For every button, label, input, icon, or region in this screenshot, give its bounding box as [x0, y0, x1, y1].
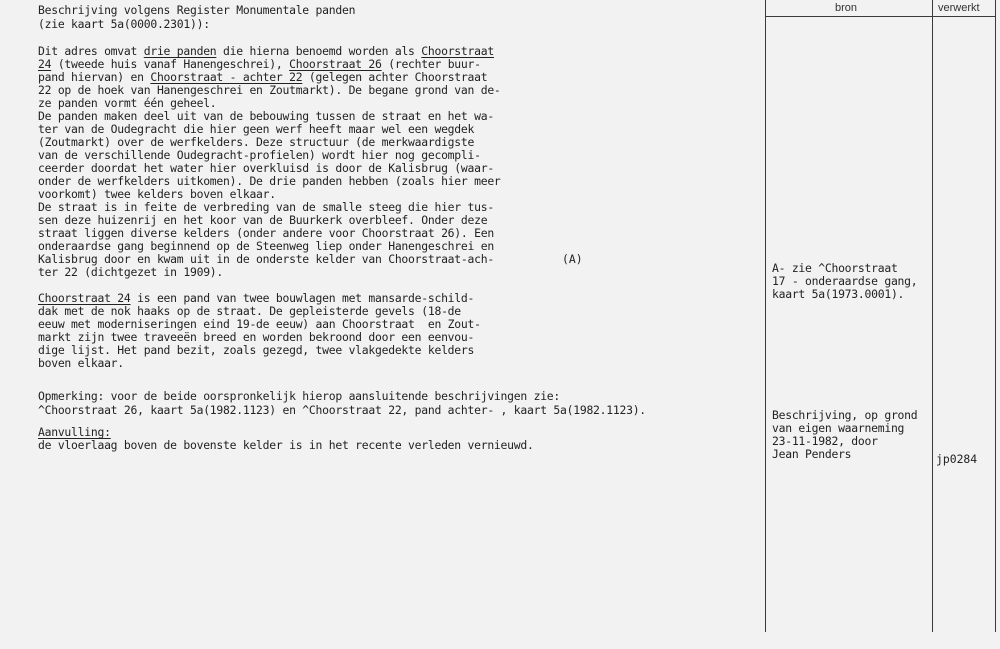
paragraph2-line: van de verschillende Oudegracht-profielen) wordt hier nog gecompli- [38, 148, 481, 162]
paragraph1-line1: Dit adres omvat drie panden die hierna benoemd worden als Choorstraat [38, 44, 494, 58]
paragraph3-line: ter 22 (dichtgezet in 1909). [38, 265, 224, 279]
paragraph2-line: ceerder doordat het water hier overkluisd is door de Kalisbrug (waar- [38, 161, 494, 175]
paragraph3-line: De straat is in feite de verbreding van de smalle steeg die hier tus- [38, 200, 494, 214]
paragraph3-line: Kalisbrug door en kwam uit in de onderste kelder van Choorstraat-ach- [38, 252, 494, 266]
paragraph1-line4: 22 op de hoek van Hanengeschrei en Zoutmarkt). De begane grond van de- [38, 83, 501, 97]
paragraph4-line: dige lijst. Het pand bezit, zoals gezegd, twee vlakgedekte kelders [38, 343, 475, 357]
paragraph2-line: onder de werfkelders uitkomen). De drie panden hebben (zoals hier meer [38, 174, 501, 188]
bron-note-beschrijving-line: 23-11-1982, door [772, 434, 878, 448]
aanvulling-heading: Aanvulling: [38, 425, 111, 439]
bron-note-a-line: kaart 5a(1973.0001). [772, 287, 905, 301]
opmerking-line1: Opmerking: voor de beide oorspronkelijk hierop aansluitende beschrijvingen zie: [38, 389, 561, 403]
paragraph4-line: markt zijn twee traveeën breed en worden bekroond door een eenvou- [38, 330, 475, 344]
bron-note-beschrijving-line: Beschrijving, op grond [772, 408, 918, 422]
document-title: Beschrijving volgens Register Monumentale panden [38, 3, 356, 17]
bron-note-beschrijving-line: Jean Penders [772, 447, 852, 461]
verwerkt-column-left-border [932, 0, 933, 632]
paragraph1-line5: ze panden vormt één geheel. [38, 96, 217, 110]
opmerking-line2: ^Choorstraat 26, kaart 5a(1982.1123) en ^Choorstraat 22, pand achter- , kaart 5a(1982.1123). [38, 403, 646, 417]
bron-column-left-border [765, 0, 766, 632]
verwerkt-code: jp0284 [936, 452, 978, 466]
paragraph1-line3: pand hiervan) en Choorstraat - achter 22 (gelegen achter Choorstraat [38, 70, 488, 84]
paragraph2-line: (Zoutmarkt) over de werfkelders. Deze structuur (de merkwaardigste [38, 135, 475, 149]
bron-note-a-line: 17 - onderaardse gang, [772, 274, 918, 288]
paragraph1-line2: 24 (tweede huis vanaf Hanengeschrei), Choorstraat 26 (rechter buur- [38, 57, 481, 71]
paragraph3-line: straat liggen diverse kelders (onder andere voor Choorstraat 26). Een [38, 226, 494, 240]
bron-header: bron [835, 2, 858, 14]
paragraph4-line1: Choorstraat 24 is een pand van twee bouwlagen met mansarde-schild- [38, 291, 475, 305]
paragraph2-line: ter van de Oudegracht die hier geen werf heeft maar wel een wegdek [38, 122, 475, 136]
paragraph4-line: boven elkaar. [38, 356, 124, 370]
document-reference: (zie kaart 5a(0000.2301)): [38, 17, 210, 31]
paragraph3-line: onderaardse gang beginnend op de Steenweg liep onder Hanengeschrei en [38, 239, 494, 253]
paragraph2-line: voorkomt) twee kelders boven elkaar. [38, 187, 276, 201]
paragraph4-line: dak met de nok haaks op de straat. De gepleisterde gevels (18-de [38, 304, 461, 318]
paragraph3-line: sen deze huizenrij en het koor van de Buurkerk overbleef. Onder deze [38, 213, 488, 227]
verwerkt-column-right-border [995, 0, 996, 632]
paragraph2-line: De panden maken deel uit van de bebouwing tussen de straat en het wa- [38, 109, 494, 123]
bron-note-beschrijving-line: van eigen waarneming [772, 421, 905, 435]
verwerkt-header: verwerkt [938, 2, 980, 14]
paragraph4-line: eeuw met moderniseringen eind 19-de eeuw) aan Choorstraat en Zout- [38, 317, 481, 331]
aanvulling-text: de vloerlaag boven de bovenste kelder is in het recente verleden vernieuwd. [38, 438, 534, 452]
bron-note-a-line: A- zie ^Choorstraat [772, 261, 898, 275]
note-marker-a: (A) [562, 252, 583, 266]
column-header-divider [765, 16, 995, 17]
